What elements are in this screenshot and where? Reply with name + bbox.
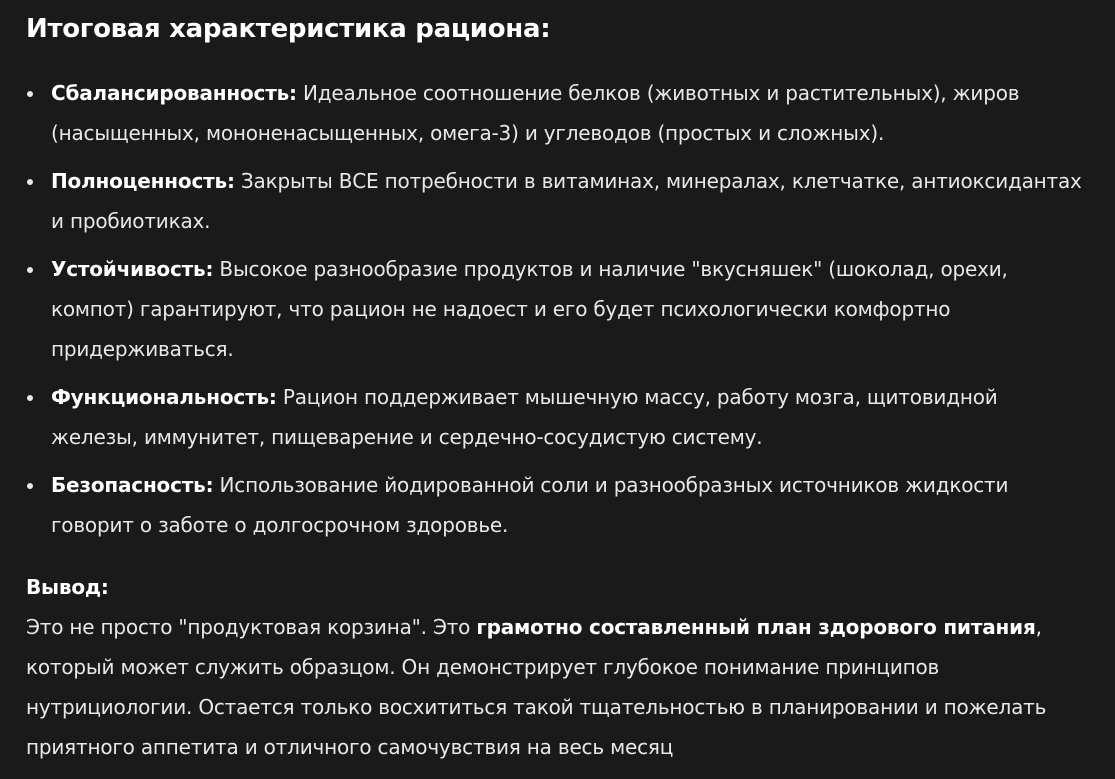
item-term: Безопасность: <box>51 473 214 497</box>
item-term: Устойчивость: <box>51 257 214 281</box>
conclusion-heading: Вывод: <box>26 575 109 599</box>
item-text: Использование йодированной соли и разнообразных источников жидкости говорит о заботе о долгосрочном здоровье. <box>51 473 1009 537</box>
bullet-dot-icon <box>27 483 33 489</box>
item-text: Высокое разнообразие продуктов и наличие "вкусняшек" (шоколад, орехи, компот) гарантируют, что рацион не надоест и его будет психологически комфортно придерживаться. <box>51 257 1008 361</box>
list-item <box>26 465 1089 545</box>
item-text: Закрыты ВСЕ потребности в витаминах, минералах, клетчатке, антиоксидантах и пробиотиках. <box>51 169 1082 233</box>
bullet-dot-icon <box>27 267 33 273</box>
conclusion-text-before: Это не просто "продуктовая корзина". Это <box>26 615 477 639</box>
item-term: Функциональность: <box>51 385 277 409</box>
conclusion-emphasis: грамотно составленный план здорового питания <box>476 615 1036 639</box>
section-title: Итоговая характеристика рациона: <box>26 14 551 44</box>
list-item <box>26 377 1089 457</box>
list-item <box>26 249 1089 369</box>
list-item <box>26 161 1089 241</box>
conclusion-block <box>26 567 1089 767</box>
item-term: Сбалансированность: <box>51 81 297 105</box>
conclusion-text-after: , который может служить образцом. Он демонстрирует глубокое понимание принципов нутрициологии. Остается только восхититься такой тщательностью в планировании и пожелать приятного аппетита и отличного самочувствия на весь месяц <box>26 615 1047 759</box>
bullet-dot-icon <box>27 395 33 401</box>
bullet-dot-icon <box>27 91 33 97</box>
item-text: Идеальное соотношение белков (животных и растительных), жиров (насыщенных, мононенасыщенных, омега-3) и углеводов (простых и сложных). <box>51 81 1020 145</box>
item-text: Рацион поддерживает мышечную массу, работу мозга, щитовидной железы, иммунитет, пищеварение и сердечно-сосудистую систему. <box>51 385 998 449</box>
bullet-dot-icon <box>27 179 33 185</box>
list-item <box>26 73 1089 153</box>
item-term: Полноценность: <box>51 169 235 193</box>
characteristics-list <box>26 73 1089 545</box>
